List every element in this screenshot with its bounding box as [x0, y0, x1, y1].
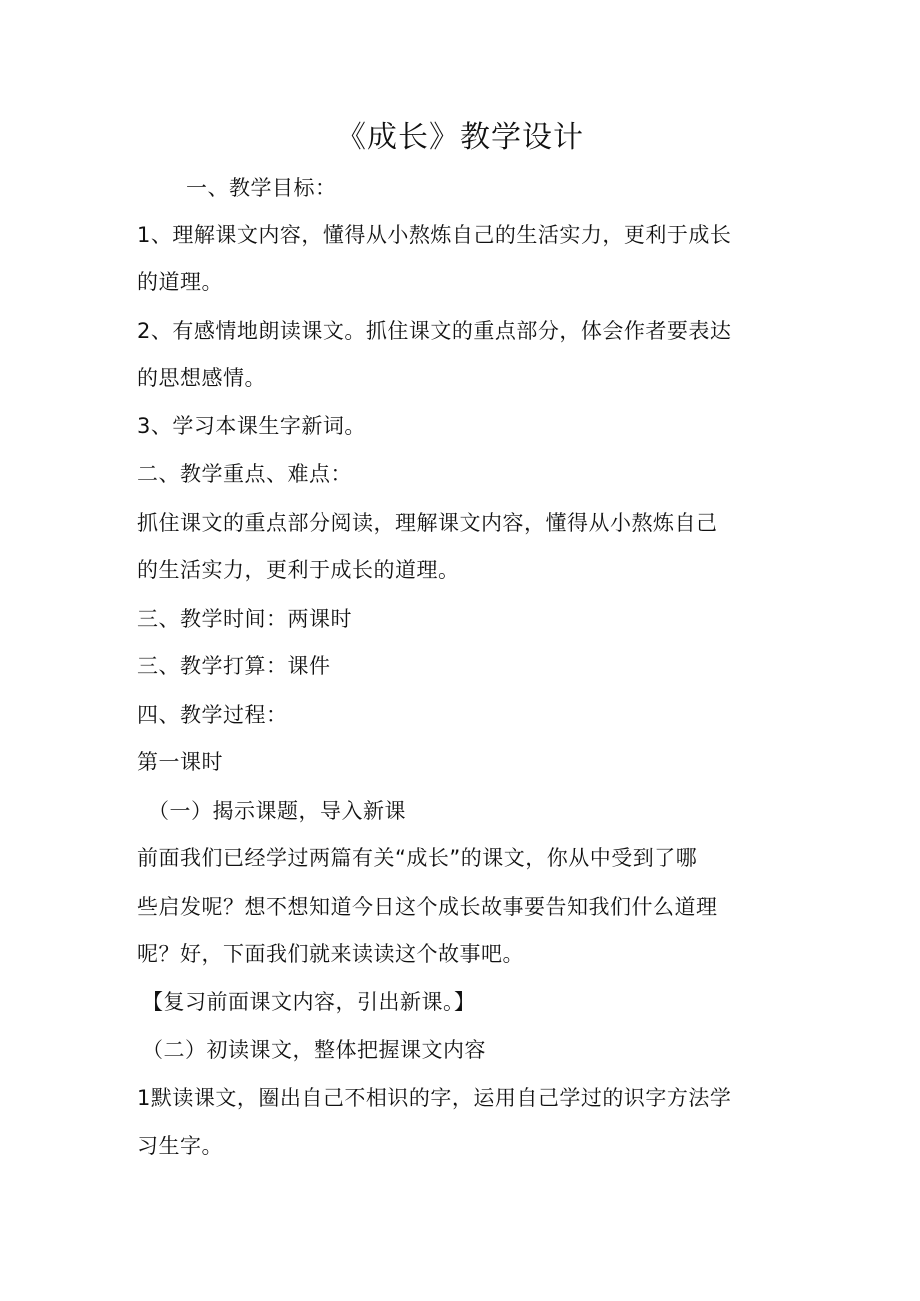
lesson-heading: 第一课时 — [137, 750, 223, 774]
section-heading-preparation: 三、教学打算：课件 — [137, 654, 331, 678]
subsection-heading: （二）初读课文，整体把握课文内容 — [142, 1038, 486, 1062]
paragraph-line: 1、理解课文内容，懂得从小熬炼自己的生活实力，更利于成长 — [137, 223, 732, 247]
paragraph-line: 前面我们已经学过两篇有关“成长”的课文，你从中受到了哪 — [137, 846, 698, 870]
paragraph-line: 1默读课文，圈出自己不相识的字，运用自己学过的识字方法学 — [137, 1086, 732, 1110]
paragraph-line: 的道理。 — [137, 270, 223, 294]
paragraph-line: 2、有感情地朗读课文。抓住课文的重点部分，体会作者要表达 — [137, 319, 732, 343]
subsection-heading: （一）揭示课题，导入新课 — [148, 799, 406, 823]
section-heading-key-points: 二、教学重点、难点： — [137, 462, 352, 486]
section-heading-time: 三、教学时间：两课时 — [137, 607, 352, 631]
paragraph-line: 习生字。 — [137, 1134, 223, 1158]
paragraph-line: 的思想感情。 — [137, 366, 266, 390]
document-title: 《成长》教学设计 — [336, 120, 584, 155]
paragraph-line: 的生活实力，更利于成长的道理。 — [137, 558, 460, 582]
section-heading-process: 四、教学过程： — [137, 703, 288, 727]
paragraph-line: 抓住课文的重点部分阅读，理解课文内容，懂得从小熬炼自己 — [137, 511, 718, 535]
paragraph-line: 些启发呢？想不想知道今日这个成长故事要告知我们什么道理 — [137, 895, 718, 919]
paragraph-line: 呢？好，下面我们就来读读这个故事吧。 — [137, 942, 524, 966]
note-line: 【复习前面课文内容，引出新课。】 — [142, 990, 476, 1014]
paragraph-line: 3、学习本课生字新词。 — [137, 414, 366, 438]
section-heading-objectives: 一、教学目标： — [186, 176, 337, 200]
